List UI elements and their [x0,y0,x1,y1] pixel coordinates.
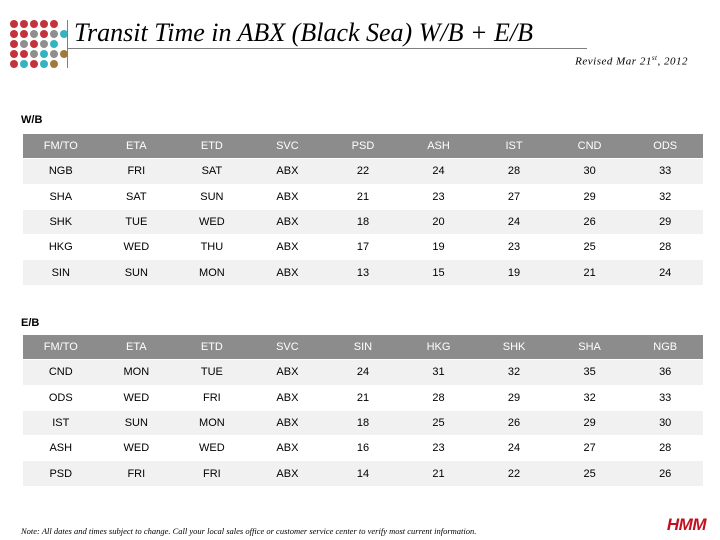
table-cell: ABX [250,210,326,234]
table-cell: 21 [325,386,401,410]
column-header: PSD [325,134,401,158]
table-cell: WED [99,436,175,460]
table-cell: SHA [23,185,99,209]
table-cell: 20 [401,210,477,234]
column-header: ASH [401,134,477,158]
westbound-label: W/B [21,114,43,126]
column-header: NGB [627,335,703,359]
table-cell: SUN [99,411,175,435]
page-title: Transit Time in ABX (Black Sea) W/B + E/B [74,18,534,47]
table-row [23,235,703,259]
table-cell: 23 [401,185,477,209]
table-cell: FRI [99,461,175,485]
logo-dot [50,40,58,48]
table-cell: 26 [552,210,628,234]
table-cell: SUN [99,260,175,284]
logo-dot [50,50,58,58]
table-cell: NGB [23,159,99,183]
table-cell: IST [23,411,99,435]
table-row [23,386,703,410]
table-cell: 32 [627,185,703,209]
table-cell: 29 [476,386,552,410]
table-cell: 22 [325,159,401,183]
title-underline [67,48,587,49]
table-cell: 32 [476,360,552,384]
logo-dot [10,20,18,28]
table-cell: 25 [552,461,628,485]
table-cell: 21 [325,185,401,209]
table-cell: ABX [250,260,326,284]
column-header: SVC [250,335,326,359]
table-cell: 24 [476,210,552,234]
logo-dot [20,50,28,58]
logo-dot [20,30,28,38]
column-header: ODS [627,134,703,158]
table-cell: ASH [23,436,99,460]
table-cell: 14 [325,461,401,485]
logo-dot [10,60,18,68]
table-row [23,360,703,384]
column-header: SHK [476,335,552,359]
logo-dot [30,40,38,48]
column-header: SVC [250,134,326,158]
table-cell: 31 [401,360,477,384]
table-cell: 21 [552,260,628,284]
logo-dot [40,60,48,68]
table-cell: 27 [476,185,552,209]
table-cell: 24 [325,360,401,384]
table-cell: 24 [476,436,552,460]
table-cell: ABX [250,185,326,209]
column-header: SIN [325,335,401,359]
logo-dot [30,50,38,58]
table-cell: ABX [250,461,326,485]
table-cell: FRI [174,461,250,485]
logo-dot [10,30,18,38]
logo-dot [40,20,48,28]
logo-dot [20,40,28,48]
title-vertical-rule [67,20,68,68]
eastbound-table [23,334,703,487]
table-cell: 24 [401,159,477,183]
table-cell: 26 [627,461,703,485]
logo-dot [10,40,18,48]
table-cell: 25 [552,235,628,259]
table-cell: 27 [552,436,628,460]
logo-dot [30,20,38,28]
table-cell: ABX [250,436,326,460]
table-cell: 33 [627,386,703,410]
table-cell: SHK [23,210,99,234]
logo-dot [30,60,38,68]
table-cell: MON [174,411,250,435]
table-cell: 13 [325,260,401,284]
table-cell: PSD [23,461,99,485]
table-cell: 22 [476,461,552,485]
column-header: ETA [99,134,175,158]
table-cell: TUE [174,360,250,384]
logo-dot [50,30,58,38]
column-header: SHA [552,335,628,359]
hmm-logo: HMM [666,515,706,534]
table-cell: 19 [401,235,477,259]
table-cell: 21 [401,461,477,485]
table-row [23,159,703,183]
table-cell: FRI [174,386,250,410]
table-cell: 18 [325,411,401,435]
table-row [23,461,703,485]
table-cell: 18 [325,210,401,234]
table-cell: WED [174,210,250,234]
table-row [23,436,703,460]
table-cell: TUE [99,210,175,234]
table-cell: 30 [627,411,703,435]
table-cell: WED [99,235,175,259]
logo-dot-grid [10,20,70,80]
column-header: CND [552,134,628,158]
table-row [23,210,703,234]
table-cell: 19 [476,260,552,284]
column-header: FM/TO [23,134,99,158]
table-cell: ODS [23,386,99,410]
table-cell: 29 [552,185,628,209]
table-cell: SAT [99,185,175,209]
table-row [23,411,703,435]
table-cell: 23 [401,436,477,460]
table-cell: 24 [627,260,703,284]
footer-note: Note: All dates and times subject to change. Call your local sales office or customer service center to verify most current information. [21,526,477,536]
table-cell: ABX [250,159,326,183]
logo-dot [40,50,48,58]
table-cell: SIN [23,260,99,284]
table-cell: 33 [627,159,703,183]
table-cell: 32 [552,386,628,410]
logo-dot [30,30,38,38]
column-header: ETA [99,335,175,359]
table-cell: MON [99,360,175,384]
table-cell: 29 [627,210,703,234]
table-cell: 26 [476,411,552,435]
table-cell: ABX [250,235,326,259]
table-cell: 29 [552,411,628,435]
column-header: HKG [401,335,477,359]
table-cell: SUN [174,185,250,209]
westbound-table [23,133,703,286]
eastbound-label: E/B [21,317,40,329]
table-cell: CND [23,360,99,384]
table-cell: 35 [552,360,628,384]
column-header: ETD [174,134,250,158]
table-row [23,185,703,209]
column-header: FM/TO [23,335,99,359]
table-header-row [23,335,703,359]
table-cell: 25 [401,411,477,435]
table-cell: 17 [325,235,401,259]
revised-date: Revised Mar 21st, 2012 [575,54,688,68]
logo-dot [40,30,48,38]
table-cell: 28 [627,436,703,460]
table-cell: ABX [250,411,326,435]
table-cell: 28 [627,235,703,259]
logo-dot [50,20,58,28]
table-cell: THU [174,235,250,259]
table-cell: 15 [401,260,477,284]
table-cell: FRI [99,159,175,183]
logo-dot [50,60,58,68]
table-cell: 36 [627,360,703,384]
table-cell: SAT [174,159,250,183]
table-cell: WED [174,436,250,460]
table-cell: 16 [325,436,401,460]
table-cell: 30 [552,159,628,183]
table-header-row [23,134,703,158]
table-cell: 23 [476,235,552,259]
table-cell: 28 [401,386,477,410]
table-row [23,260,703,284]
logo-dot [20,20,28,28]
logo-dot [10,50,18,58]
table-cell: 28 [476,159,552,183]
table-cell: ABX [250,360,326,384]
column-header: IST [476,134,552,158]
logo-dot [40,40,48,48]
table-cell: HKG [23,235,99,259]
table-cell: MON [174,260,250,284]
table-cell: WED [99,386,175,410]
table-cell: ABX [250,386,326,410]
column-header: ETD [174,335,250,359]
logo-dot [20,60,28,68]
